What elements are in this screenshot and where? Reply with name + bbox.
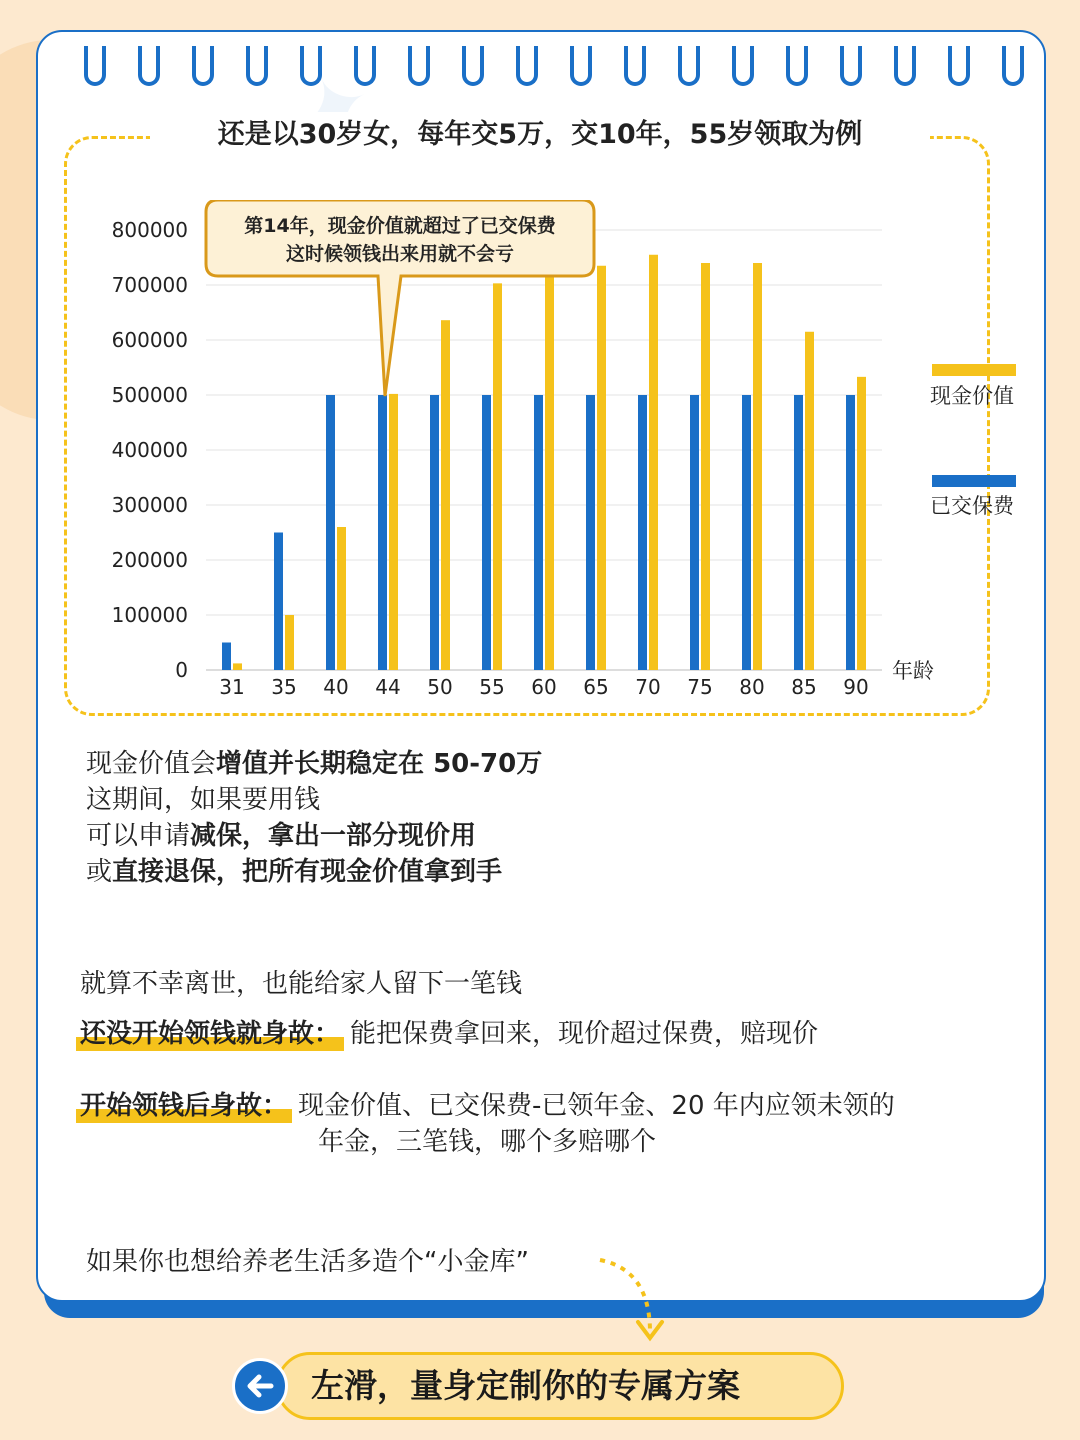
binder-ring bbox=[894, 46, 916, 86]
bar-premium-paid bbox=[326, 395, 335, 670]
x-tick-label: 60 bbox=[531, 675, 557, 699]
bar-cash-value bbox=[233, 663, 242, 670]
bar-cash-value bbox=[389, 394, 398, 670]
item2-text-2: 年金，三笔钱，哪个多赔哪个 bbox=[318, 1127, 657, 1157]
y-tick-label: 800000 bbox=[111, 218, 188, 242]
x-tick-label: 65 bbox=[583, 675, 609, 699]
bar-premium-paid bbox=[586, 395, 595, 670]
y-tick-label: 0 bbox=[175, 658, 188, 682]
binder-ring bbox=[516, 46, 538, 86]
binder-ring bbox=[570, 46, 592, 86]
y-tick-label: 300000 bbox=[111, 493, 188, 517]
x-tick-label: 44 bbox=[375, 675, 401, 699]
binder-ring bbox=[732, 46, 754, 86]
binder-ring bbox=[624, 46, 646, 86]
x-tick-label: 50 bbox=[427, 675, 453, 699]
bars bbox=[222, 255, 866, 670]
binder-ring bbox=[1002, 46, 1024, 86]
bar-premium-paid bbox=[846, 395, 855, 670]
bar-premium-paid bbox=[534, 395, 543, 670]
bar-cash-value bbox=[441, 320, 450, 670]
bar-premium-paid bbox=[274, 533, 283, 671]
para1-line1-bold: 增值并长期稳定在 50-70万 bbox=[216, 749, 543, 779]
para1-line1-normal: 现金价值会 bbox=[86, 749, 217, 779]
para1-line4-normal: 或 bbox=[86, 857, 113, 887]
para1-line2: 这期间，如果要用钱 bbox=[86, 785, 321, 815]
chart-title: 还是以30岁女，每年交5万，交10年，55岁领取为例 bbox=[150, 112, 930, 158]
y-tick-label: 500000 bbox=[111, 383, 188, 407]
bar-chart bbox=[64, 200, 1024, 700]
legend-label-premium-paid: 已交保费 bbox=[930, 494, 1014, 518]
x-tick-labels bbox=[219, 675, 868, 699]
bar-premium-paid bbox=[638, 395, 647, 670]
callout-line-1: 第14年，现金价值就超过了已交保费 bbox=[244, 215, 556, 237]
bar-premium-paid bbox=[742, 395, 751, 670]
annotation-callout bbox=[206, 200, 594, 396]
death-benefit-item-1 bbox=[80, 1016, 818, 1052]
cash-value-paragraph bbox=[86, 746, 542, 890]
x-tick-label: 80 bbox=[739, 675, 765, 699]
binder-ring bbox=[786, 46, 808, 86]
bar-cash-value bbox=[545, 270, 554, 670]
para1-line4-bold: 直接退保，把所有现金价值拿到手 bbox=[112, 857, 503, 887]
binder-ring bbox=[948, 46, 970, 86]
x-tick-label: 90 bbox=[843, 675, 869, 699]
binder-ring bbox=[192, 46, 214, 86]
y-tick-label: 400000 bbox=[111, 438, 188, 462]
binder-ring bbox=[462, 46, 484, 86]
item1-text: 能把保费拿回来，现价超过保费，赔现价 bbox=[350, 1019, 819, 1049]
item2-text-1: 现金价值、已交保费-已领年金、20 年内应领未领的 bbox=[298, 1091, 895, 1121]
death-benefit-intro: 就算不幸离世，也能给家人留下一笔钱 bbox=[80, 969, 523, 999]
legend-label-cash-value: 现金价值 bbox=[930, 384, 1014, 408]
gridlines bbox=[206, 230, 882, 670]
item2-label: 开始领钱后身故： bbox=[80, 1091, 289, 1121]
binder-ring bbox=[354, 46, 376, 86]
bar-premium-paid bbox=[482, 395, 491, 670]
bar-cash-value bbox=[493, 283, 502, 670]
x-tick-label: 70 bbox=[635, 675, 661, 699]
bar-cash-value bbox=[753, 263, 762, 670]
bar-premium-paid bbox=[430, 395, 439, 670]
x-tick-label: 35 bbox=[271, 675, 297, 699]
bar-cash-value bbox=[597, 266, 606, 670]
footer-text: 如果你也想给养老生活多造个“小金库” bbox=[86, 1247, 529, 1277]
bar-premium-paid bbox=[794, 395, 803, 670]
binder-ring bbox=[408, 46, 430, 86]
bar-premium-paid bbox=[690, 395, 699, 670]
y-tick-label: 100000 bbox=[111, 603, 188, 627]
y-tick-labels bbox=[112, 218, 188, 682]
binder-ring bbox=[300, 46, 322, 86]
bar-cash-value bbox=[701, 263, 710, 670]
x-tick-label: 85 bbox=[791, 675, 817, 699]
legend-swatch-cash-value bbox=[932, 364, 1016, 376]
binder-ring bbox=[84, 46, 106, 86]
x-tick-label: 40 bbox=[323, 675, 349, 699]
binder-ring bbox=[840, 46, 862, 86]
item1-label: 还没开始领钱就身故： bbox=[80, 1019, 341, 1049]
y-tick-label: 700000 bbox=[111, 273, 188, 297]
bar-cash-value bbox=[285, 615, 294, 670]
x-axis-label: 年龄 bbox=[892, 659, 934, 683]
cta-button[interactable]: 左滑，量身定制你的专属方案 bbox=[276, 1352, 844, 1420]
para1-line3-bold: 减保，拿出一部分现价用 bbox=[190, 821, 477, 851]
y-tick-label: 600000 bbox=[111, 328, 188, 352]
arrow-left-icon[interactable] bbox=[232, 1358, 288, 1414]
binder-ring bbox=[138, 46, 160, 86]
bar-premium-paid bbox=[378, 395, 387, 670]
bar-cash-value bbox=[857, 377, 866, 670]
binder-ring bbox=[246, 46, 268, 86]
x-tick-label: 31 bbox=[219, 675, 245, 699]
callout-line-2: 这时候领钱出来用就不会亏 bbox=[285, 243, 515, 265]
dotted-arrow-icon bbox=[590, 1250, 680, 1350]
x-tick-label: 75 bbox=[687, 675, 713, 699]
bar-cash-value bbox=[805, 332, 814, 670]
x-tick-label: 55 bbox=[479, 675, 505, 699]
bar-cash-value bbox=[337, 527, 346, 670]
y-tick-label: 200000 bbox=[111, 548, 188, 572]
binder-ring bbox=[678, 46, 700, 86]
death-benefit-item-2 bbox=[80, 1088, 895, 1124]
bar-cash-value bbox=[649, 255, 658, 670]
legend-swatch-premium-paid bbox=[932, 475, 1016, 487]
para1-line3-normal: 可以申请 bbox=[86, 821, 191, 851]
bar-premium-paid bbox=[222, 643, 231, 671]
